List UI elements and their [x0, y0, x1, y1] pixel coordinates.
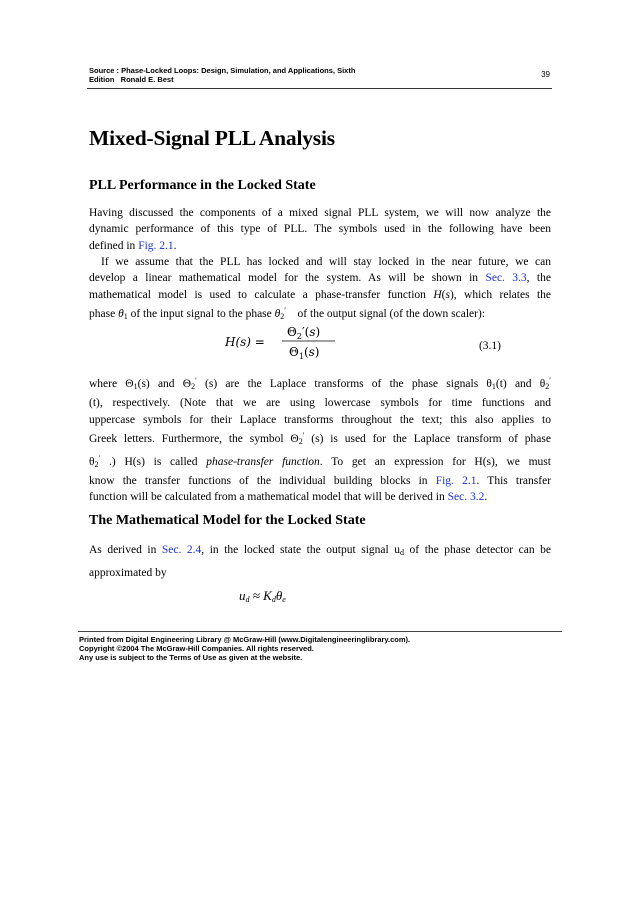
footer-line-2: Copyright ©2004 The McGraw-Hill Companies. All rights reserved. — [79, 644, 314, 654]
link-fig-2-1[interactable]: Fig. 2.1 — [138, 239, 174, 252]
text-line: (t), respectively. (Note that we are using lowercase symbols for time functions and — [89, 397, 551, 410]
equation-number: (3.1) — [478, 340, 501, 352]
page-number: 39 — [541, 70, 550, 79]
link-sec-3-2[interactable]: Sec. 3.2 — [447, 491, 485, 504]
text-line: where $\Theta_1(s)$ and $\Theta_2'$ (s) are the Laplace transforms of the phase signals $\theta_1(t)$ and $\theta_2'$ — [89, 376, 552, 391]
text-line: Greek letters. Furthermore, the symbol $\Theta_2'$ (s) is used for the Laplace transform of phase — [89, 431, 551, 447]
footer-line-1: Printed from Digital Engineering Library @ McGraw-Hill (www.Digitalengineeringlibrary.com). — [79, 635, 411, 644]
equation-lhs: H(s) = — [225, 335, 265, 349]
section-heading-locked-state-performance: PLL Performance in the Locked State — [89, 178, 316, 193]
text-line: uppercase symbols for their Laplace transforms throughout the text; this also applies to — [89, 413, 551, 426]
source-header — [89, 66, 551, 84]
paragraph-linear-model — [89, 254, 551, 326]
text-line: Having discussed the components of a mixed signal PLL system, we will now analyze the — [89, 207, 551, 219]
equation-denominator: $\Theta_1(s)$ — [289, 345, 320, 361]
text-line: $\theta_2'$ .) H(s) is called phase-transfer function. To get an expression for H(s), we must — [89, 453, 551, 469]
text-line: If we assume that the PLL has locked and will stay locked in the near future, we can — [101, 256, 551, 268]
link-fig-2-1[interactable]: Fig. 2.1 — [435, 475, 477, 488]
link-sec-2-4[interactable]: Sec. 2.4 — [161, 544, 202, 556]
text-line: develop a linear mathematical model for the system. As will be shown in Sec. 3.3, the — [89, 272, 551, 285]
paragraph-intro — [89, 205, 551, 254]
paragraph-phase-detector — [89, 540, 551, 584]
text-line: mathematical model is used to calculate a phase-transfer function H(s), which relates the — [89, 288, 551, 301]
section-heading-mathematical-model: The Mathematical Model for the Locked State — [89, 513, 366, 528]
header-divider — [87, 88, 552, 89]
text-line: defined in Fig. 2.1. — [89, 239, 177, 252]
text-line: know the transfer functions of the individual building blocks in Fig. 2.1. This transfer — [89, 475, 552, 488]
text-line: phase $\theta_1$ of the input signal to the phase $\theta_2'$ of the output signal (of the down scaler): — [89, 306, 486, 322]
text-line: approximated by — [89, 567, 167, 579]
paragraph-laplace — [89, 373, 551, 506]
source-line-2: Edition Ronald E. Best — [89, 75, 174, 84]
text-line: dynamic performance of this type of PLL. The symbols used in the following have been — [89, 223, 551, 236]
equation-ud: $u_d \approx K_d\theta_e$ — [239, 588, 286, 604]
link-sec-3-3[interactable]: Sec. 3.3 — [485, 272, 527, 285]
text-line: function will be calculated from a mathematical model that will be derived in Sec. 3.2. — [89, 491, 488, 504]
equation-numerator: $\Theta_2'(s)$ — [287, 325, 321, 341]
footer-divider — [78, 631, 562, 632]
footer-line-3: Any use is subject to the Terms of Use as given at the website. — [79, 653, 303, 663]
text-line: As derived in Sec. 2.4, in the locked state the output signal $u_d$ of the phase detector can be — [89, 544, 551, 557]
equation-formula — [219, 320, 519, 364]
page-title: Mixed-Signal PLL Analysis — [89, 126, 335, 150]
copyright-footer — [79, 635, 559, 663]
equation-3-1 — [89, 320, 551, 364]
source-line-1: Source : Phase-Locked Loops: Design, Simulation, and Applications, Sixth — [89, 66, 356, 75]
